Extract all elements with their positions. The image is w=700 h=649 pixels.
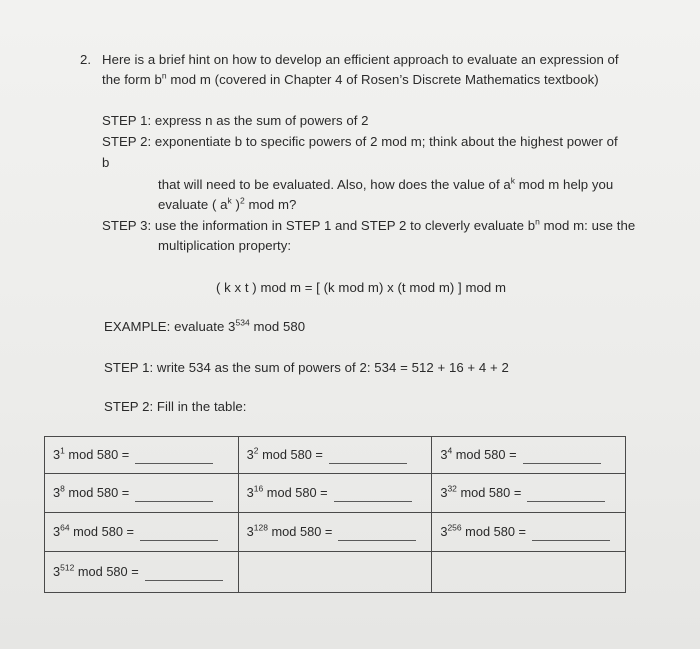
cell-base: 3 (246, 523, 254, 539)
table-cell (432, 552, 626, 593)
table-cell (432, 513, 626, 552)
cell-suffix: mod 580 = (456, 484, 522, 500)
cell-exponent: 128 (253, 522, 268, 533)
intro-line-1: Here is a brief hint on how to develop an efficient approach to evaluate an expression of (102, 52, 619, 67)
cell-base: 3 (440, 446, 448, 462)
table-row (45, 474, 626, 513)
multiplication-formula: ( k x t ) mod m = [ (k mod m) x (t mod m) ] mod m (216, 280, 507, 295)
table-cell (45, 474, 239, 513)
cell-base: 3 (440, 523, 448, 539)
answer-blank[interactable] (523, 462, 601, 464)
cell-exponent: 8 (60, 483, 65, 494)
problem-number: 2. (80, 52, 91, 67)
table-row (45, 513, 626, 552)
cell-base: 3 (246, 446, 254, 462)
cell-exponent: 256 (447, 522, 462, 533)
step2-line-3: that will need to be evaluated. Also, how does the value of $a^k$ mod m help you (158, 175, 614, 192)
cell-suffix: mod 580 = (69, 523, 134, 539)
table-row (45, 552, 626, 593)
cell-exponent: 32 (447, 483, 457, 494)
cell-base: 3 (246, 484, 254, 500)
answer-blank[interactable] (135, 500, 213, 502)
cell-suffix: mod 580 = (263, 484, 328, 500)
cell-suffix: mod 580 = (64, 484, 130, 500)
answer-blank[interactable] (532, 539, 610, 541)
cell-suffix: mod 580 = (267, 523, 333, 539)
table-cell (45, 513, 239, 552)
answer-blank[interactable] (145, 579, 223, 581)
table-cell (238, 552, 432, 593)
example-step1: STEP 1: write 534 as the sum of powers of 2: 534 = 512 + 16 + 4 + 2 (104, 360, 509, 375)
cell-suffix: mod 580 = (74, 563, 139, 579)
step2-line-1: STEP 2: exponentiate b to specific powers of 2 mod m; think about the highest power of (102, 134, 618, 149)
answer-blank[interactable] (140, 539, 218, 541)
table-cell (45, 552, 239, 593)
fill-in-table (44, 436, 626, 593)
example-label: EXAMPLE: evaluate $3^{534}$ mod 580 (104, 317, 306, 334)
answer-blank[interactable] (338, 539, 416, 541)
step2-line-2: b (102, 155, 110, 170)
cell-base: 3 (53, 523, 61, 539)
table-cell (432, 437, 626, 474)
step2-line-4: evaluate ( $a^k$ )$^2$ mod m? (158, 195, 297, 212)
answer-blank[interactable] (329, 462, 407, 464)
cell-base: 3 (53, 484, 61, 500)
table-cell (432, 474, 626, 513)
cell-exponent: 4 (447, 445, 453, 456)
intro-line-2: the form $b^n$ mod m (covered in Chapter 4 of Rosen’s Discrete Mathematics textbook) (102, 70, 599, 87)
answer-blank[interactable] (334, 500, 412, 502)
step1-text: STEP 1: express n as the sum of powers of 2 (102, 113, 369, 128)
answer-blank[interactable] (527, 500, 605, 502)
cell-exponent: 2 (253, 445, 259, 456)
cell-base: 3 (53, 563, 61, 579)
cell-exponent: 512 (60, 562, 75, 573)
cell-base: 3 (440, 484, 448, 500)
table-cell (238, 474, 432, 513)
table-cell (238, 513, 432, 552)
table-cell (45, 437, 239, 474)
answer-blank[interactable] (135, 462, 213, 464)
cell-suffix: mod 580 = (452, 446, 517, 462)
cell-suffix: mod 580 = (258, 446, 323, 462)
table-cell (238, 437, 432, 474)
cell-suffix: mod 580 = (64, 446, 130, 462)
step3-line-1: STEP 3: use the information in STEP 1 and STEP 2 to cleverly evaluate $b^n$ mod m: use the (102, 216, 636, 233)
table-row (45, 437, 626, 474)
cell-exponent: 1 (60, 445, 65, 456)
step3-line-2: multiplication property: (158, 238, 292, 253)
cell-suffix: mod 580 = (461, 523, 527, 539)
cell-base: 3 (53, 446, 61, 462)
example-step2: STEP 2: Fill in the table: (104, 399, 247, 414)
cell-exponent: 64 (60, 522, 70, 533)
cell-exponent: 16 (253, 483, 264, 494)
